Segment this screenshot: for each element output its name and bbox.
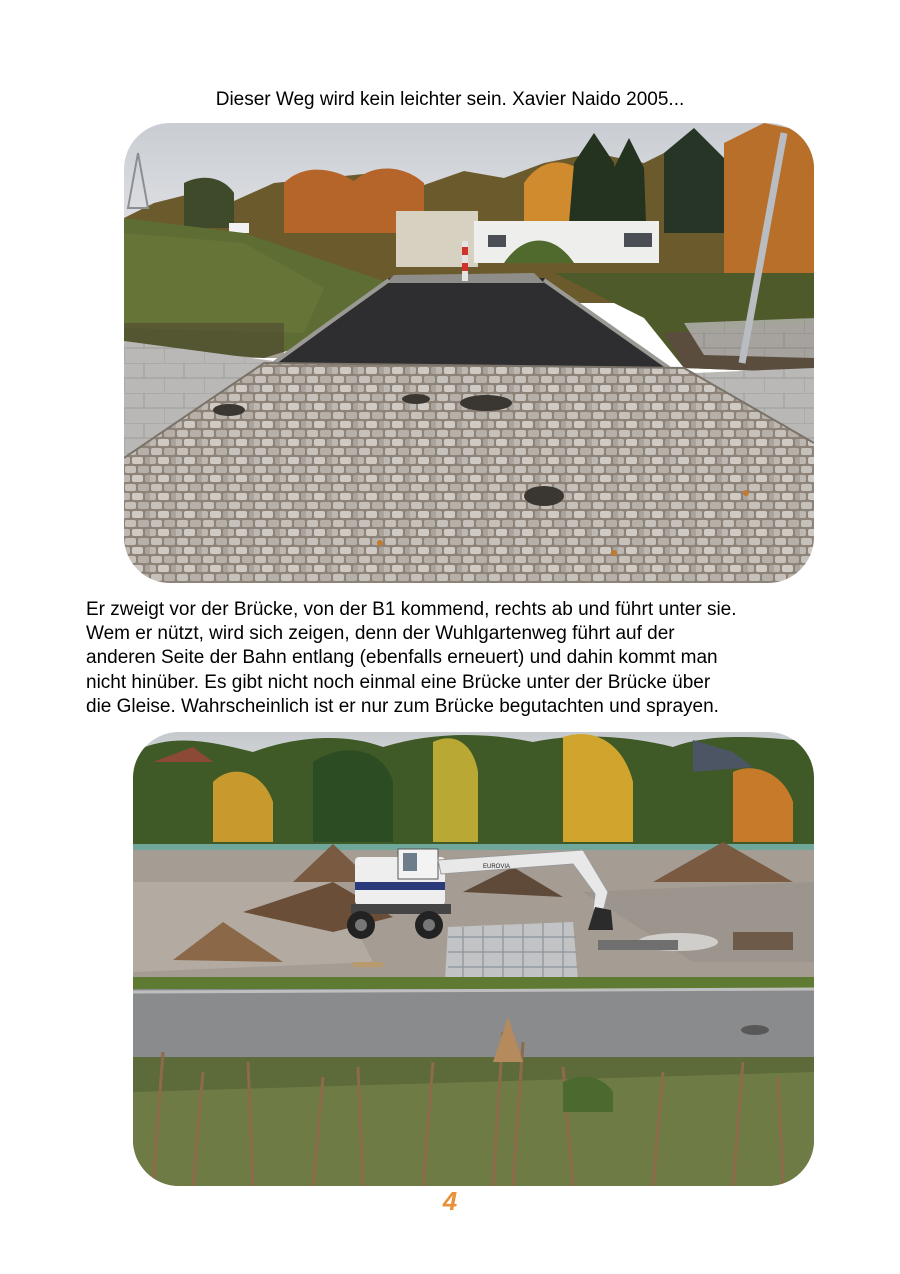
paragraph-line: die Gleise. Wahrscheinlich ist er nur zum Brücke begutachten und sprayen. [86,695,719,717]
page-heading: Dieser Weg wird kein leichter sein. Xavier Naido 2005... [215,89,685,110]
paragraph-line: anderen Seite der Bahn entlang (ebenfalls erneuert) und dahin kommt man [86,647,718,669]
paragraph-line: nicht hinüber. Es gibt nicht noch einmal eine Brücke unter der Brücke über [86,671,711,693]
photo-cobblestone-path [124,123,814,583]
paragraph-line: Er zweigt vor der Brücke, von der B1 kommend, rechts ab und führt unter sie. [86,599,737,620]
photo-construction-site [133,732,814,1186]
page-number: 4 [442,1186,458,1216]
excavator-brand: EUROVIA [483,864,511,870]
body-paragraph [86,598,826,719]
paragraph-line: Wem er nützt, wird sich zeigen, denn der Wuhlgartenweg führt auf der [86,623,675,645]
